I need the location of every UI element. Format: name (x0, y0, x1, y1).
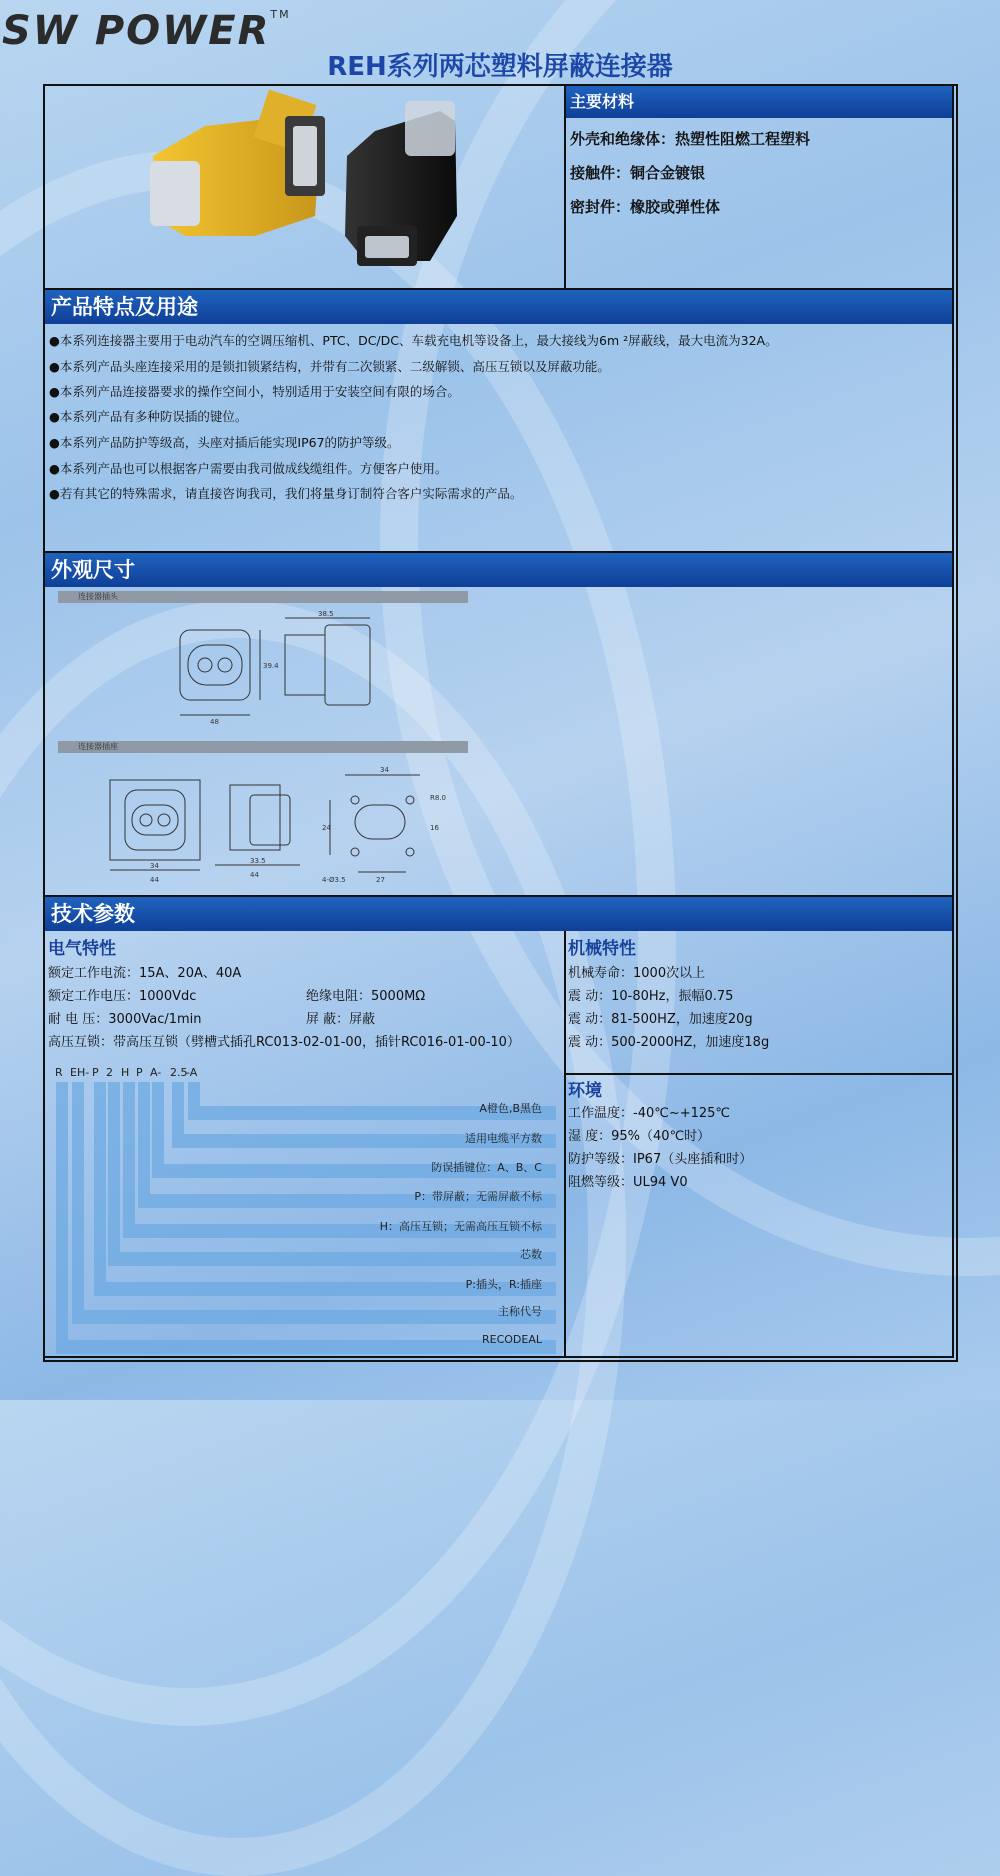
feature-item: ●本系列产品有多种防误插的键位。 (49, 409, 248, 424)
mechanical-line: 机械寿命：1000次以上 (568, 966, 706, 981)
dim-label: R8.0 (430, 794, 446, 802)
code-label: 芯数 (520, 1248, 542, 1261)
code-leader (138, 1082, 150, 1194)
feature-item: ●本系列连接器主要用于电动汽车的空调压缩机、PTC、DC/DC、车载充电机等设备上，最大接线为6m ²屏蔽线，最大电流为32A。 (49, 333, 778, 348)
code-char: A- (150, 1066, 162, 1079)
features-cell (43, 288, 954, 553)
spec-interlock: 高压互锁：带高压互锁（劈槽式插孔RC013-02-01-00，插针RC016-01-00-10） (48, 1035, 520, 1050)
code-char: 2.5 (170, 1066, 188, 1079)
electrical-heading: 电气特性 (48, 939, 116, 959)
material-line: 外壳和绝缘体：热塑性阻燃工程塑料 (570, 130, 811, 148)
code-leader (172, 1082, 184, 1134)
feature-item: ●本系列产品头座连接采用的是锁扣锁紧结构，并带有二次锁紧、二级解锁、高压互锁以及屏蔽功能。 (49, 359, 610, 374)
materials-cell (564, 84, 954, 290)
dim-label: 34 (150, 862, 159, 870)
spec-current: 额定工作电流：15A、20A、40A (48, 966, 242, 981)
feature-item: ●若有其它的特殊需求，请直接咨询我司，我们将量身订制符合客户实际需求的产品。 (49, 486, 523, 501)
code-label: 主称代号 (498, 1305, 542, 1318)
materials-heading: 主要材料 (566, 86, 952, 118)
environment-line: 工作温度：-40℃~+125℃ (568, 1106, 731, 1121)
dim-label: 39.4 (263, 662, 279, 670)
socket-drawing-band: 连接器插座 (58, 741, 468, 753)
mechanical-line: 震 动：500-2000HZ，加速度18g (568, 1035, 770, 1050)
connector-photo (45, 86, 564, 288)
spec-insulation: 绝缘电阻：5000MΩ (306, 989, 426, 1004)
dim-label: 44 (150, 876, 159, 884)
mechanical-line: 震 动：10-80Hz，振幅0.75 (568, 989, 734, 1004)
feature-item: ●本系列产品防护等级高，头座对插后能实现IP67的防护等级。 (49, 435, 400, 450)
dim-label: 44 (250, 871, 259, 879)
code-char: -A (186, 1066, 198, 1079)
code-char: P (136, 1066, 143, 1079)
material-line: 接触件：铜合金镀银 (570, 164, 706, 182)
dim-label: 4-Ø3.5 (322, 876, 346, 884)
spec-shield: 屏 蔽：屏蔽 (306, 1012, 376, 1027)
code-label: A橙色,B黑色 (479, 1102, 542, 1115)
code-leader (94, 1082, 106, 1282)
code-char: EH- (70, 1066, 90, 1079)
socket-drawing (100, 760, 480, 890)
code-leader (123, 1082, 135, 1224)
environment-line: 防护等级：IP67（头座插和时） (568, 1152, 753, 1167)
environment-heading: 环境 (568, 1081, 602, 1101)
mechanical-line: 震 动：81-500HZ，加速度20g (568, 1012, 753, 1027)
spec-withstand: 耐 电 压：3000Vac/1min (48, 1012, 202, 1027)
code-band (72, 1310, 556, 1324)
mechanical-heading: 机械特性 (568, 939, 636, 959)
plug-drawing-band: 连接器插头 (58, 591, 468, 603)
code-label: H：高压互锁；无需高压互锁不标 (379, 1220, 542, 1233)
brand-logo: SW POWER™ (2, 8, 291, 54)
code-label: 防误插键位：A、B、C (431, 1161, 542, 1174)
code-leader (152, 1082, 164, 1164)
dim-label: 16 (430, 824, 439, 832)
code-label: P:插头，R:插座 (465, 1278, 542, 1291)
features-heading: 产品特点及用途 (45, 290, 952, 324)
dim-label: 24 (322, 824, 331, 832)
dim-label: 38.5 (318, 610, 334, 618)
code-band (108, 1252, 556, 1266)
tech-heading: 技术参数 (45, 897, 952, 931)
code-leader (188, 1082, 200, 1106)
dimensions-heading: 外观尺寸 (45, 553, 952, 587)
product-photo-cell (43, 84, 566, 290)
plug-drawing (160, 610, 400, 730)
code-char: H (121, 1066, 130, 1079)
dim-label: 27 (376, 876, 385, 884)
feature-item: ●本系列产品连接器要求的操作空间小，特别适用于安装空间有限的场合。 (49, 384, 460, 399)
code-label: RECODEAL (481, 1333, 542, 1346)
code-label: 适用电缆平方数 (465, 1132, 542, 1145)
page-title: REH系列两芯塑料屏蔽连接器 (327, 52, 673, 82)
feature-item: ●本系列产品也可以根据客户需要由我司做成线缆组件。方便客户使用。 (49, 461, 448, 476)
material-line: 密封件：橡胶或弹性体 (570, 198, 721, 216)
code-char: 2 (106, 1066, 113, 1079)
code-char: P (92, 1066, 99, 1079)
code-leader (56, 1082, 68, 1340)
dim-label: 48 (210, 718, 219, 726)
code-char: R (55, 1066, 63, 1079)
environment-line: 湿 度：95%（40℃时） (568, 1129, 711, 1144)
dim-label: 33.5 (250, 857, 266, 865)
dim-label: 34 (380, 766, 389, 774)
spec-voltage: 额定工作电压：1000Vdc (48, 989, 197, 1004)
code-label: P：带屏蔽；无需屏蔽不标 (414, 1190, 542, 1203)
code-leader (108, 1082, 120, 1252)
environment-line: 阻燃等级：UL94 V0 (568, 1175, 688, 1190)
code-leader (72, 1082, 84, 1310)
